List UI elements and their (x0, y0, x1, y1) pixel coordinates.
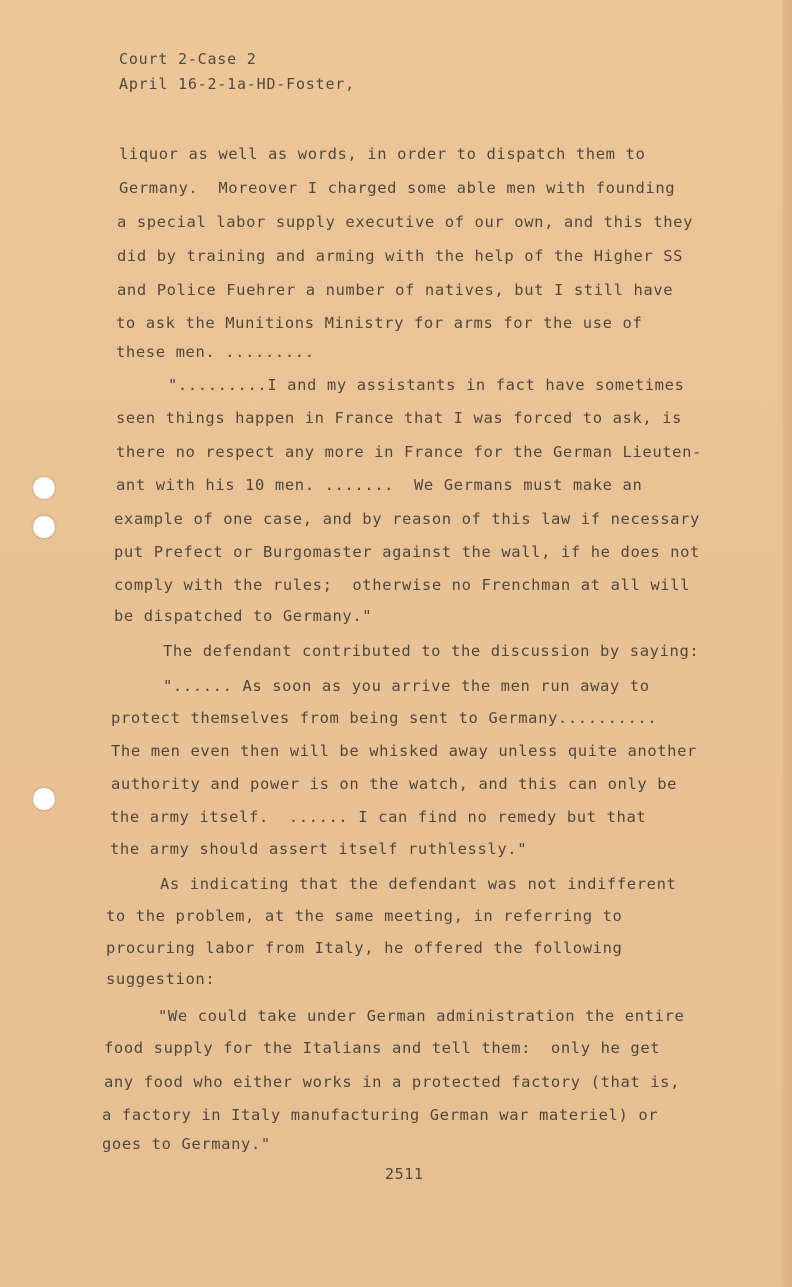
body-line: a special labor supply executive of our own, and this they (117, 213, 694, 231)
body-line: a factory in Italy manufacturing German war materiel) or (102, 1106, 659, 1124)
body-line: "...... As soon as you arrive the men run away to (163, 677, 650, 695)
body-line: did by training and arming with the help of the Higher SS (117, 247, 684, 265)
body-line: liquor as well as words, in order to dispatch them to (119, 145, 646, 163)
body-line: comply with the rules; otherwise no Frenchman at all will (114, 576, 691, 594)
page-edge (782, 0, 792, 1287)
body-line: and Police Fuehrer a number of natives, but I still have (117, 281, 674, 299)
body-line: goes to Germany." (102, 1135, 271, 1153)
body-line: procuring labor from Italy, he offered the following (106, 939, 623, 957)
body-line: example of one case, and by reason of this law if necessary (114, 510, 700, 528)
body-line: to ask the Munitions Ministry for arms for the use of (116, 314, 643, 332)
body-line: The men even then will be whisked away unless quite another (111, 742, 697, 760)
body-line: there no respect any more in France for the German Lieuten- (116, 443, 702, 461)
body-line: any food who either works in a protected factory (that is, (104, 1073, 681, 1091)
body-line: "We could take under German administration the entire (158, 1007, 685, 1025)
punch-hole (33, 516, 55, 538)
body-line: authority and power is on the watch, and this can only be (111, 775, 678, 793)
header-court-case: Court 2-Case 2 (119, 50, 257, 68)
body-line: the army itself. ...... I can find no remedy but that (110, 808, 647, 826)
punch-hole (33, 788, 55, 810)
body-line: be dispatched to Germany." (114, 607, 373, 625)
page-number: 2511 (385, 1165, 424, 1183)
body-line: seen things happen in France that I was forced to ask, is (116, 409, 683, 427)
body-line: As indicating that the defendant was not indifferent (160, 875, 677, 893)
body-line: to the problem, at the same meeting, in referring to (106, 907, 623, 925)
header-date-reference: April 16-2-1a-HD-Foster, (119, 75, 355, 93)
body-line: Germany. Moreover I charged some able men with founding (119, 179, 676, 197)
body-line: suggestion: (106, 970, 216, 988)
body-line: these men. ......... (116, 343, 315, 361)
punch-hole (33, 477, 55, 499)
body-line: the army should assert itself ruthlessly." (110, 840, 528, 858)
body-line: put Prefect or Burgomaster against the wall, if he does not (114, 543, 700, 561)
body-line: ant with his 10 men. ....... We Germans must make an (116, 476, 643, 494)
body-line: food supply for the Italians and tell them: only he get (104, 1039, 661, 1057)
body-line: The defendant contributed to the discussion by saying: (163, 642, 700, 660)
body-line: ".........I and my assistants in fact have sometimes (168, 376, 685, 394)
body-line: protect themselves from being sent to Germany.......... (111, 709, 658, 727)
